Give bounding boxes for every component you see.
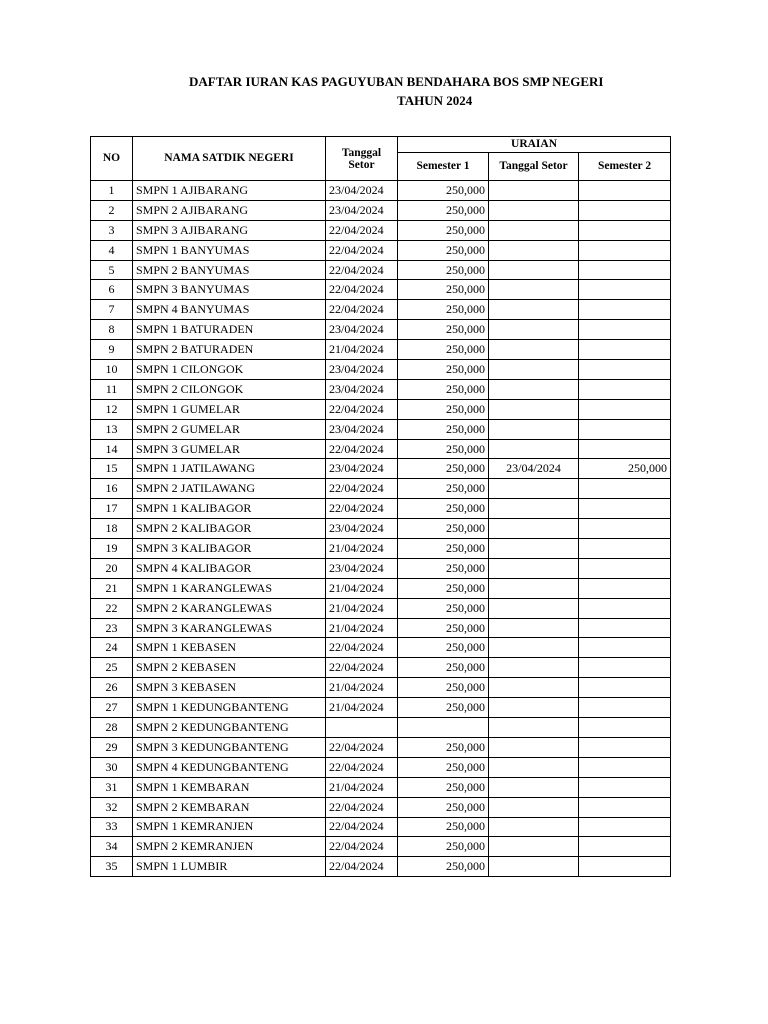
cell-tanggal-setor: 23/04/2024 [326, 200, 398, 220]
cell-semester-2 [579, 399, 671, 419]
cell-tanggal-setor: 22/04/2024 [326, 757, 398, 777]
cell-semester-1: 250,000 [398, 737, 489, 757]
cell-tanggal-setor: 22/04/2024 [326, 260, 398, 280]
cell-no: 22 [91, 598, 133, 618]
cell-no: 8 [91, 320, 133, 340]
cell-tanggal-setor: 22/04/2024 [326, 837, 398, 857]
cell-tanggal-setor-2 [489, 718, 579, 738]
cell-semester-2 [579, 618, 671, 638]
cell-no: 7 [91, 300, 133, 320]
cell-semester-2 [579, 718, 671, 738]
cell-tanggal-setor-2 [489, 399, 579, 419]
cell-semester-2 [579, 499, 671, 519]
cell-semester-2 [579, 698, 671, 718]
cell-semester-1: 250,000 [398, 638, 489, 658]
cell-semester-2 [579, 578, 671, 598]
cell-semester-2 [579, 598, 671, 618]
table-row [91, 399, 671, 419]
cell-tanggal-setor-2 [489, 300, 579, 320]
cell-tanggal-setor: 23/04/2024 [326, 320, 398, 340]
cell-tanggal-setor: 22/04/2024 [326, 399, 398, 419]
cell-no: 10 [91, 360, 133, 380]
cell-tanggal-setor: 22/04/2024 [326, 280, 398, 300]
cell-semester-2 [579, 837, 671, 857]
cell-semester-1: 250,000 [398, 499, 489, 519]
cell-no: 26 [91, 678, 133, 698]
cell-semester-1: 250,000 [398, 300, 489, 320]
cell-name: SMPN 2 KALIBAGOR [133, 519, 326, 539]
cell-semester-2 [579, 857, 671, 877]
cell-semester-1: 250,000 [398, 777, 489, 797]
header-tanggal-setor: Tanggal Setor [326, 137, 398, 181]
cell-no: 5 [91, 260, 133, 280]
cell-semester-1: 250,000 [398, 698, 489, 718]
cell-name: SMPN 2 CILONGOK [133, 379, 326, 399]
cell-name: SMPN 1 LUMBIR [133, 857, 326, 877]
cell-semester-2 [579, 340, 671, 360]
table-row [91, 678, 671, 698]
cell-tanggal-setor-2 [489, 360, 579, 380]
cell-no: 15 [91, 459, 133, 479]
table-row [91, 459, 671, 479]
table-row [91, 320, 671, 340]
cell-semester-2 [579, 777, 671, 797]
header-semester-2: Semester 2 [579, 153, 671, 181]
cell-semester-1: 250,000 [398, 539, 489, 559]
cell-semester-1: 250,000 [398, 399, 489, 419]
cell-no: 18 [91, 519, 133, 539]
cell-no: 31 [91, 777, 133, 797]
cell-semester-1: 250,000 [398, 479, 489, 499]
table-row [91, 857, 671, 877]
cell-semester-2 [579, 757, 671, 777]
cell-tanggal-setor-2 [489, 797, 579, 817]
cell-name: SMPN 2 GUMELAR [133, 419, 326, 439]
cell-name: SMPN 1 KEMRANJEN [133, 817, 326, 837]
cell-no: 34 [91, 837, 133, 857]
cell-tanggal-setor-2 [489, 837, 579, 857]
cell-tanggal-setor: 22/04/2024 [326, 240, 398, 260]
cell-semester-2 [579, 260, 671, 280]
table-row [91, 539, 671, 559]
table-row [91, 360, 671, 380]
cell-no: 12 [91, 399, 133, 419]
cell-semester-2 [579, 658, 671, 678]
cell-tanggal-setor-2 [489, 379, 579, 399]
table-row [91, 558, 671, 578]
table-row [91, 718, 671, 738]
table-row [91, 638, 671, 658]
cell-no: 32 [91, 797, 133, 817]
cell-no: 33 [91, 817, 133, 837]
cell-no: 35 [91, 857, 133, 877]
cell-tanggal-setor: 22/04/2024 [326, 658, 398, 678]
cell-no: 19 [91, 539, 133, 559]
cell-semester-1: 250,000 [398, 857, 489, 877]
cell-no: 1 [91, 181, 133, 201]
table-row [91, 658, 671, 678]
cell-tanggal-setor-2 [489, 777, 579, 797]
cell-tanggal-setor: 21/04/2024 [326, 340, 398, 360]
cell-no: 6 [91, 280, 133, 300]
cell-name: SMPN 1 BATURADEN [133, 320, 326, 340]
cell-semester-1: 250,000 [398, 280, 489, 300]
cell-tanggal-setor: 23/04/2024 [326, 519, 398, 539]
cell-semester-2 [579, 558, 671, 578]
cell-semester-2 [579, 737, 671, 757]
cell-no: 24 [91, 638, 133, 658]
cell-name: SMPN 1 AJIBARANG [133, 181, 326, 201]
cell-name: SMPN 4 KEDUNGBANTENG [133, 757, 326, 777]
cell-semester-2 [579, 419, 671, 439]
cell-name: SMPN 2 KEDUNGBANTENG [133, 718, 326, 738]
cell-name: SMPN 1 KALIBAGOR [133, 499, 326, 519]
cell-no: 28 [91, 718, 133, 738]
header-no: NO [91, 137, 133, 181]
cell-tanggal-setor: 22/04/2024 [326, 857, 398, 877]
table-row [91, 737, 671, 757]
cell-no: 4 [91, 240, 133, 260]
cell-semester-2 [579, 638, 671, 658]
table-row [91, 260, 671, 280]
cell-tanggal-setor: 22/04/2024 [326, 439, 398, 459]
cell-name: SMPN 3 KALIBAGOR [133, 539, 326, 559]
cell-semester-1: 250,000 [398, 220, 489, 240]
cell-tanggal-setor-2 [489, 320, 579, 340]
cell-name: SMPN 1 BANYUMAS [133, 240, 326, 260]
cell-semester-1: 250,000 [398, 678, 489, 698]
table-row [91, 837, 671, 857]
cell-name: SMPN 2 BANYUMAS [133, 260, 326, 280]
cell-no: 9 [91, 340, 133, 360]
cell-semester-1: 250,000 [398, 260, 489, 280]
cell-name: SMPN 1 KEBASEN [133, 638, 326, 658]
cell-tanggal-setor-2: 23/04/2024 [489, 459, 579, 479]
cell-tanggal-setor-2 [489, 817, 579, 837]
cell-name: SMPN 3 KEBASEN [133, 678, 326, 698]
table-row [91, 419, 671, 439]
table-row [91, 340, 671, 360]
cell-no: 25 [91, 658, 133, 678]
cell-name: SMPN 1 KARANGLEWAS [133, 578, 326, 598]
cell-tanggal-setor-2 [489, 539, 579, 559]
cell-semester-2 [579, 519, 671, 539]
table-row [91, 777, 671, 797]
cell-tanggal-setor: 22/04/2024 [326, 797, 398, 817]
cell-no: 23 [91, 618, 133, 638]
cell-semester-2 [579, 360, 671, 380]
cell-tanggal-setor: 22/04/2024 [326, 499, 398, 519]
cell-semester-1: 250,000 [398, 419, 489, 439]
cell-name: SMPN 1 KEDUNGBANTENG [133, 698, 326, 718]
table-row [91, 499, 671, 519]
cell-tanggal-setor-2 [489, 419, 579, 439]
cell-name: SMPN 1 KEMBARAN [133, 777, 326, 797]
cell-tanggal-setor-2 [489, 757, 579, 777]
cell-semester-2 [579, 539, 671, 559]
cell-semester-1: 250,000 [398, 519, 489, 539]
cell-tanggal-setor-2 [489, 479, 579, 499]
document-subtitle: TAHUN 2024 [397, 93, 473, 108]
header-tanggal-setor-2: Tanggal Setor [489, 153, 579, 181]
table-row [91, 200, 671, 220]
table-row [91, 300, 671, 320]
cell-tanggal-setor: 21/04/2024 [326, 618, 398, 638]
cell-semester-1: 250,000 [398, 439, 489, 459]
cell-name: SMPN 1 GUMELAR [133, 399, 326, 419]
cell-semester-1: 250,000 [398, 598, 489, 618]
cell-name: SMPN 4 BANYUMAS [133, 300, 326, 320]
table-row [91, 519, 671, 539]
cell-name: SMPN 1 CILONGOK [133, 360, 326, 380]
cell-tanggal-setor-2 [489, 439, 579, 459]
cell-tanggal-setor-2 [489, 618, 579, 638]
cell-tanggal-setor: 23/04/2024 [326, 181, 398, 201]
cell-no: 27 [91, 698, 133, 718]
table-row [91, 379, 671, 399]
cell-semester-2 [579, 379, 671, 399]
cell-semester-2 [579, 678, 671, 698]
cell-no: 16 [91, 479, 133, 499]
dues-table [90, 136, 671, 877]
cell-tanggal-setor-2 [489, 598, 579, 618]
table-row [91, 757, 671, 777]
cell-semester-1: 250,000 [398, 360, 489, 380]
cell-tanggal-setor: 22/04/2024 [326, 300, 398, 320]
cell-no: 2 [91, 200, 133, 220]
cell-tanggal-setor: 23/04/2024 [326, 558, 398, 578]
cell-semester-1: 250,000 [398, 181, 489, 201]
cell-semester-1: 250,000 [398, 340, 489, 360]
table-row [91, 618, 671, 638]
cell-name: SMPN 2 KEMBARAN [133, 797, 326, 817]
cell-tanggal-setor: 22/04/2024 [326, 638, 398, 658]
header-uraian: URAIAN [398, 137, 671, 153]
cell-tanggal-setor: 23/04/2024 [326, 360, 398, 380]
cell-tanggal-setor [326, 718, 398, 738]
cell-name: SMPN 1 JATILAWANG [133, 459, 326, 479]
document-title: DAFTAR IURAN KAS PAGUYUBAN BENDAHARA BOS SMP NEGERI [189, 74, 604, 89]
cell-semester-1: 250,000 [398, 558, 489, 578]
cell-semester-2 [579, 797, 671, 817]
cell-tanggal-setor-2 [489, 658, 579, 678]
table-row [91, 439, 671, 459]
cell-name: SMPN 3 AJIBARANG [133, 220, 326, 240]
header-semester-1: Semester 1 [398, 153, 489, 181]
cell-tanggal-setor: 22/04/2024 [326, 479, 398, 499]
cell-tanggal-setor: 21/04/2024 [326, 678, 398, 698]
cell-semester-2 [579, 280, 671, 300]
cell-tanggal-setor: 22/04/2024 [326, 220, 398, 240]
cell-semester-1: 250,000 [398, 797, 489, 817]
cell-tanggal-setor: 21/04/2024 [326, 539, 398, 559]
cell-semester-1: 250,000 [398, 459, 489, 479]
cell-name: SMPN 2 KEBASEN [133, 658, 326, 678]
cell-tanggal-setor: 21/04/2024 [326, 698, 398, 718]
table-row [91, 280, 671, 300]
table-row [91, 479, 671, 499]
cell-no: 17 [91, 499, 133, 519]
cell-semester-1: 250,000 [398, 658, 489, 678]
cell-name: SMPN 2 AJIBARANG [133, 200, 326, 220]
cell-tanggal-setor: 22/04/2024 [326, 817, 398, 837]
cell-no: 29 [91, 737, 133, 757]
cell-semester-1 [398, 718, 489, 738]
cell-semester-2 [579, 220, 671, 240]
cell-tanggal-setor: 23/04/2024 [326, 459, 398, 479]
table-row [91, 578, 671, 598]
cell-tanggal-setor-2 [489, 240, 579, 260]
cell-tanggal-setor-2 [489, 280, 579, 300]
cell-semester-2 [579, 439, 671, 459]
cell-tanggal-setor-2 [489, 678, 579, 698]
table-row [91, 220, 671, 240]
cell-tanggal-setor-2 [489, 737, 579, 757]
cell-semester-2 [579, 479, 671, 499]
cell-semester-1: 250,000 [398, 837, 489, 857]
cell-tanggal-setor-2 [489, 519, 579, 539]
cell-name: SMPN 3 KARANGLEWAS [133, 618, 326, 638]
cell-semester-1: 250,000 [398, 817, 489, 837]
cell-tanggal-setor-2 [489, 558, 579, 578]
cell-tanggal-setor-2 [489, 499, 579, 519]
cell-name: SMPN 2 BATURADEN [133, 340, 326, 360]
cell-semester-2 [579, 181, 671, 201]
cell-semester-1: 250,000 [398, 618, 489, 638]
cell-semester-1: 250,000 [398, 578, 489, 598]
cell-semester-1: 250,000 [398, 320, 489, 340]
cell-semester-1: 250,000 [398, 240, 489, 260]
cell-no: 30 [91, 757, 133, 777]
cell-tanggal-setor: 23/04/2024 [326, 379, 398, 399]
cell-name: SMPN 2 KARANGLEWAS [133, 598, 326, 618]
cell-tanggal-setor: 22/04/2024 [326, 737, 398, 757]
cell-tanggal-setor: 21/04/2024 [326, 578, 398, 598]
cell-tanggal-setor-2 [489, 638, 579, 658]
cell-semester-1: 250,000 [398, 379, 489, 399]
cell-tanggal-setor-2 [489, 578, 579, 598]
cell-semester-2 [579, 240, 671, 260]
cell-tanggal-setor: 21/04/2024 [326, 777, 398, 797]
cell-semester-2 [579, 300, 671, 320]
cell-no: 14 [91, 439, 133, 459]
cell-name: SMPN 2 KEMRANJEN [133, 837, 326, 857]
cell-name: SMPN 3 GUMELAR [133, 439, 326, 459]
cell-no: 3 [91, 220, 133, 240]
cell-tanggal-setor-2 [489, 181, 579, 201]
cell-semester-2 [579, 817, 671, 837]
cell-no: 13 [91, 419, 133, 439]
cell-tanggal-setor: 21/04/2024 [326, 598, 398, 618]
cell-semester-1: 250,000 [398, 200, 489, 220]
cell-name: SMPN 3 BANYUMAS [133, 280, 326, 300]
cell-tanggal-setor-2 [489, 698, 579, 718]
table-row [91, 817, 671, 837]
cell-tanggal-setor-2 [489, 200, 579, 220]
cell-semester-1: 250,000 [398, 757, 489, 777]
cell-name: SMPN 2 JATILAWANG [133, 479, 326, 499]
cell-semester-2: 250,000 [579, 459, 671, 479]
table-row [91, 240, 671, 260]
table-row [91, 698, 671, 718]
cell-name: SMPN 3 KEDUNGBANTENG [133, 737, 326, 757]
table-row [91, 598, 671, 618]
table-row [91, 797, 671, 817]
cell-tanggal-setor-2 [489, 220, 579, 240]
cell-semester-2 [579, 200, 671, 220]
cell-tanggal-setor: 23/04/2024 [326, 419, 398, 439]
table-row [91, 181, 671, 201]
table-body [91, 181, 671, 877]
header-name: NAMA SATDIK NEGERI [133, 137, 326, 181]
cell-no: 11 [91, 379, 133, 399]
cell-no: 21 [91, 578, 133, 598]
cell-tanggal-setor-2 [489, 340, 579, 360]
cell-name: SMPN 4 KALIBAGOR [133, 558, 326, 578]
cell-semester-2 [579, 320, 671, 340]
cell-tanggal-setor-2 [489, 260, 579, 280]
cell-tanggal-setor-2 [489, 857, 579, 877]
cell-no: 20 [91, 558, 133, 578]
